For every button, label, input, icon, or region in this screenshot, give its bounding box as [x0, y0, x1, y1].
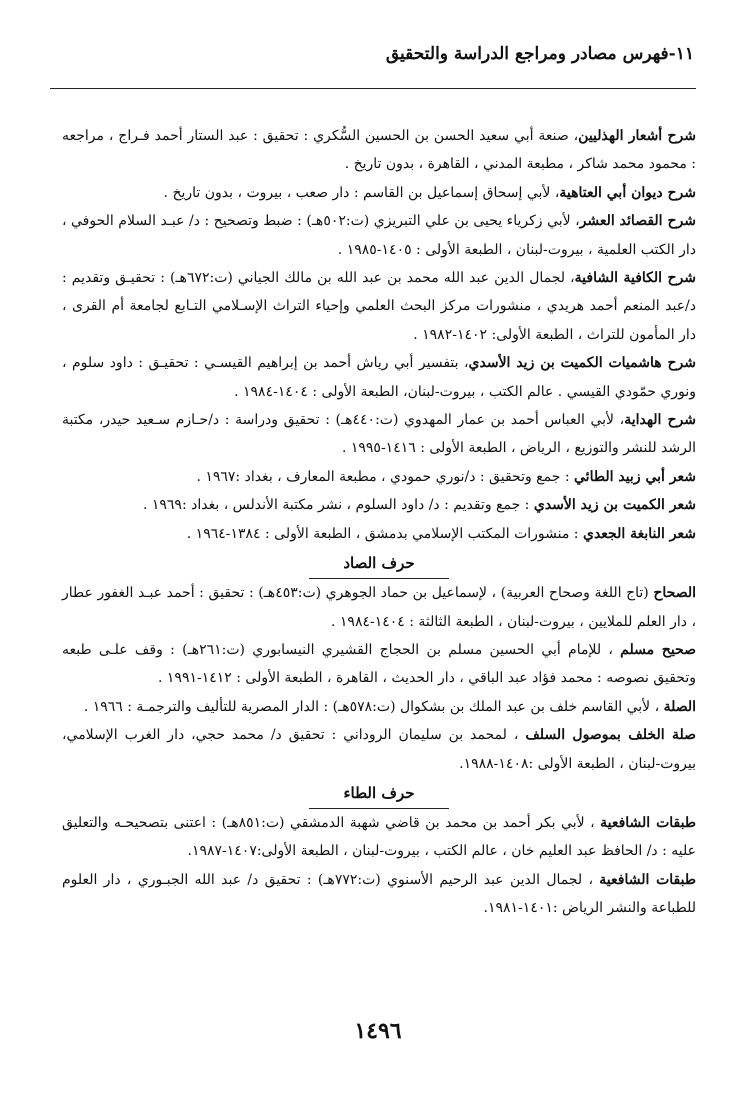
entry-title: شعر النابغة الجعدي [582, 525, 696, 542]
entry-details: (تاج اللغة وصحاح العربية) ، لإسماعيل بن حماد الجوهري (ت:٤٥٣هـ) : تحقيق : أحمد عبـد الغفور عطار ، دار العلم للملايين ، بيروت-لبنان ، الطبعة الثالثة : ١٤٠٤-١٩٨٤ . [62, 585, 696, 630]
bib-entry [62, 636, 696, 693]
entry-details: : منشورات المكتب الإسلامي بدمشق ، الطبعة الأولى : ١٣٨٤-١٩٦٤ . [186, 525, 583, 542]
bib-entry [62, 721, 696, 778]
bib-entry [62, 693, 696, 721]
entry-title: شرح هاشميات الكميت بن زيد الأسدي [468, 355, 696, 372]
entry-details: ، لأبي العباس أحمد بن عمار المهدوي (ت:٤٤٠هـ) : تحقيق ودراسة : د/حـازم سـعيد حيدر، مكتبة الرشد للنشر والتوزيع ، الرياض ، الطبعة الأولى : ١٤١٦-١٩٩٥ . [62, 412, 696, 457]
entry-details: ، لأبي بكر أحمد بن محمد بن قاضي شهبة الدمشقي (ت:٨٥١هـ) : اعتنى بتصحيحـه والتعليق عليه : د/ الحافظ عبد العليم خان ، عالم الكتب ، بيروت-لبنان ، الطبعة الأولى:١٤٠٧-١٩٨٧. [62, 814, 696, 860]
entry-details: ، بتفسير أبي رياش أحمد بن إبراهيم القيسـي : تحقيـق : داود سلوم ، ونوري حمّودي القيسي . عالم الكتب ، بيروت-لبنان، الطبعة الأولى : ١٤٠٤-١٩٨٤ . [62, 355, 696, 400]
bib-entry [62, 122, 696, 179]
entry-details: ، صنعة أبي سعيد الحسن بن الحسين السُّكري : تحقيق : عبد الستار أحمد فـراج ، مراجعه : محمود محمد شاكر ، مطبعة المدني ، القاهرة ، بدون تاريخ . [62, 128, 696, 173]
page-number: ١٤٩٦ [354, 1018, 402, 1044]
entry-title: شعر الكميت بن زيد الأسدي [533, 497, 696, 514]
bibliography-content [62, 122, 696, 923]
entry-title: الصحاح [653, 585, 696, 602]
entry-details: ، للإمام أبي الحسين مسلم بن الحجاج القشيري النيسابوري (ت:٢٦١هـ) : وقف علـى طبعه وتحقيق نصوصه : محمد فؤاد عبد الباقي ، دار الحديث ، القاهرة ، الطبعة الأولى : ١٤١٢-١٩٩١ . [62, 641, 696, 687]
section-heading: حرف الصاد [309, 548, 449, 579]
bib-entry [62, 349, 696, 406]
entry-title: شعر أبي زبيد الطائي [574, 468, 696, 485]
bib-entry [62, 866, 696, 923]
bib-entry [62, 520, 696, 548]
entry-details: ، لجمال الدين عبد الله محمد بن عبد الله بن مالك الجياني (ت:٦٧٢هـ) : تحقيـق وتقديم : د/عبد المنعم أحمد هريدي ، منشورات مركز البحث العلمي وإحياء التراث الإسـلامي التـابع لجامعة أم القرى ، دار المأمون للتراث ، الطبعة الأولى: ١٤٠٢-١٩٨٢ . [62, 270, 696, 343]
bib-entry [62, 463, 696, 491]
entry-title: طبقات الشافعية [600, 814, 696, 831]
section-sad [62, 548, 696, 778]
bib-entry [62, 179, 696, 207]
entry-details: ، لجمال الدين عبد الرحيم الأسنوي (ت:٧٧٢هـ) : تحقيق د/ عبد الله الجبـوري ، دار العلوم للطباعة والنشر الرياض :١٤٠١-١٩٨١. [62, 871, 696, 917]
entry-details: ، لمحمد بن سليمان الروداني : تحقيق د/ محمد حجي، دار الغرب الإسلامي، بيروت-لبنان ، الطبعة الأولى :١٤٠٨-١٩٨٨. [62, 727, 696, 772]
section-ta [62, 778, 696, 923]
section-heading: حرف الطاء [309, 778, 449, 809]
entry-title: طبقات الشافعية [599, 871, 697, 888]
bib-entry [62, 406, 696, 463]
entry-title: شرح ديوان أبي العتاهية [559, 184, 696, 201]
header-rule [50, 88, 696, 89]
entry-title: شرح أشعار الهذليين [578, 128, 696, 144]
entry-details: ، لأبي إسحاق إسماعيل بن القاسم : دار صعب ، بيروت ، بدون تاريخ . [163, 184, 560, 201]
entry-title: الصلة [663, 698, 696, 715]
bib-entry [62, 264, 696, 349]
entry-title: شرح الهداية [624, 412, 696, 429]
entry-title: شرح الكافية الشافية [574, 270, 697, 287]
section-shin [62, 122, 696, 548]
bib-entry [62, 207, 696, 264]
bib-entry [62, 809, 696, 866]
entry-title: صحيح مسلم [620, 641, 696, 658]
bib-entry [62, 579, 696, 636]
entry-details: ، لأبي القاسم خلف بن عبد الملك بن بشكوال (ت:٥٧٨هـ) : الدار المصرية للتأليف والترجمـة : ١٩٦٦ . [83, 698, 664, 715]
entry-details: ، لأبي زكرياء يحيى بن علي التبريزي (ت:٥٠٢هـ) : ضبط وتصحيح : د/ عبـد السلام الحوفي ، دار الكتب العلمية ، بيروت-لبنان ، الطبعة الأولى : ١٤٠٥-١٩٨٥ . [62, 213, 696, 258]
bib-entry [62, 491, 696, 519]
running-header: ١١-فهرس مصادر ومراجع الدراسة والتحقيق [385, 44, 694, 64]
entry-title: صلة الخلف بموصول السلف [525, 727, 696, 744]
entry-title: شرح القصائد العشر [579, 213, 696, 230]
entry-details: : جمع وتحقيق : د/نوري حمودي ، مطبعة المعارف ، بغداد :١٩٦٧ . [196, 468, 574, 485]
entry-details: : جمع وتقديم : د/ داود السلوم ، نشر مكتبة الأندلس ، بغداد :١٩٦٩ . [142, 497, 534, 514]
